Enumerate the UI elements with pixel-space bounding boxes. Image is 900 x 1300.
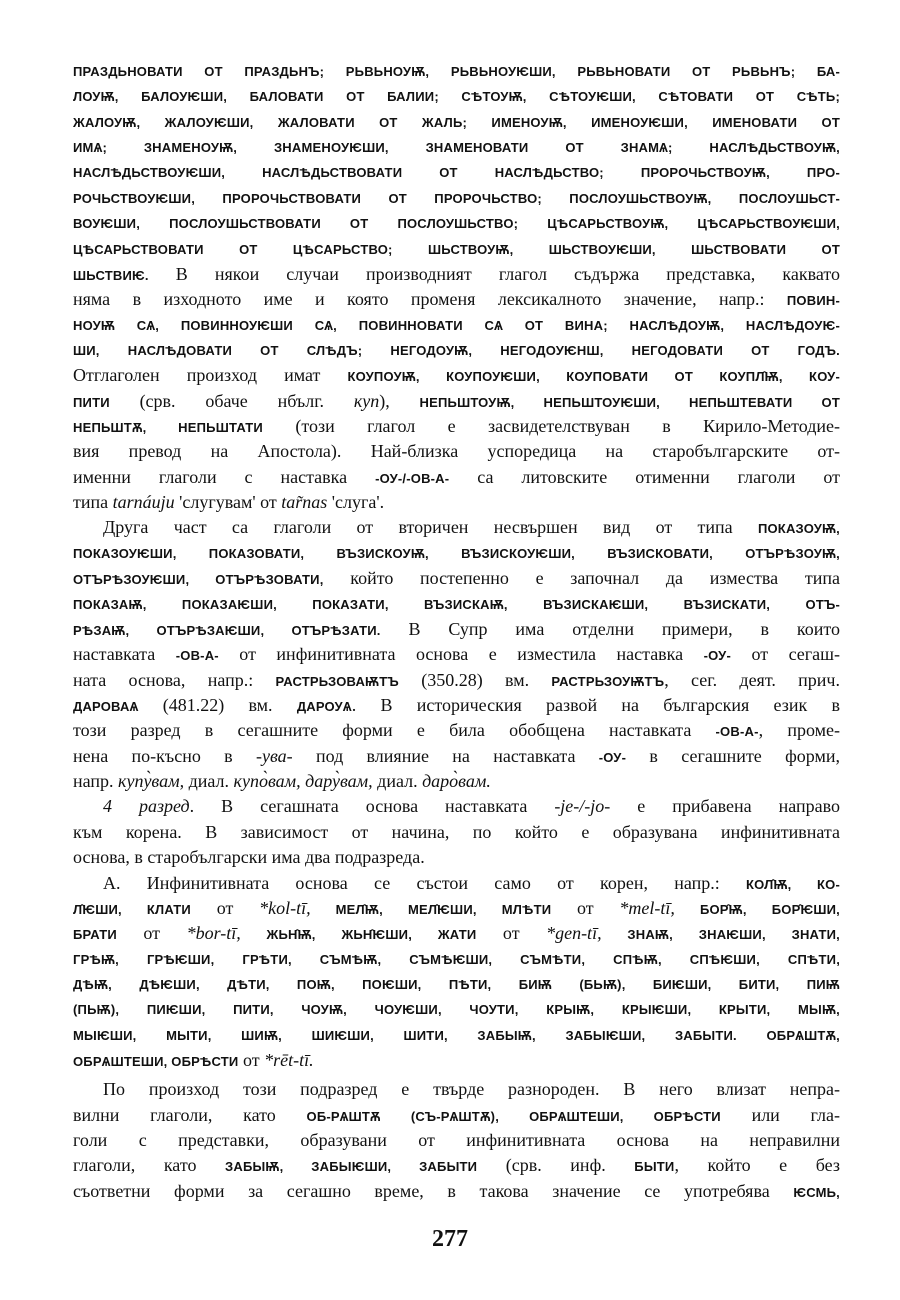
text-line-content — [73, 363, 840, 389]
old-bulgarian-word: -ОУ-/-ОВ-А- — [375, 470, 450, 486]
old-bulgarian-word: ДАРОВАѦ — [73, 698, 139, 714]
italic-text: купо̀вам, дару̀вам, — [233, 771, 373, 792]
text-line-content — [73, 1023, 840, 1048]
text-run: диал. — [372, 771, 423, 792]
text-run: В някои случаи производният глагол съдържа представка, каквато — [148, 263, 840, 284]
text-run: именни глаголи с наставка — [73, 466, 376, 487]
text-run: (срв. инф. — [477, 1155, 635, 1176]
text-run: от — [190, 897, 260, 918]
text-run: (срв. обаче нбълг. — [109, 390, 354, 411]
text-line-content — [73, 1103, 840, 1129]
text-run: ната основа, напр.: — [73, 669, 276, 690]
text-line — [73, 1128, 840, 1153]
text-run: нена по-късно в — [73, 745, 256, 766]
old-bulgarian-word: ИМѦ; ЗНАМЕНОУѬ, ЗНАМЕНОУѤШИ, ЗНАМЕНОВАТИ ОТ ЗНАМѦ; НАСЛѢДЬСТВОУѬ, — [73, 140, 840, 156]
text-run: вия превод на Апостола). Най-близка успоредица на старобългарските от- — [73, 441, 840, 462]
text-line — [73, 718, 840, 743]
text-run: в сегашните форми, — [626, 745, 841, 766]
old-bulgarian-word: РОЧЬСТВОУѤШИ, ПРОРОЧЬСТВОВАТИ ОТ ПРОРОЧЬСТВО; ПОСЛОУШЬСТВОУѬ, ПОСЛОУШЬСТ- — [73, 190, 840, 206]
text-line-content — [103, 515, 840, 541]
old-bulgarian-word: КОЛ̂Ѭ, КО- — [746, 876, 841, 892]
text-run: (този глагол е засвидетелствуван в Кирило-Методие- — [262, 416, 840, 437]
text-run: от — [116, 923, 187, 944]
text-line-content — [73, 465, 840, 491]
text-line-content — [73, 439, 840, 465]
old-bulgarian-word: ПОКАЗАѬ, ПОКАЗАѤШИ, ПОКАЗАТИ, ВЪЗИСКАѬ, ВЪЗИСКАѤШИ, ВЪЗИСКАТИ, ОТЪ- — [73, 596, 840, 612]
text-line-content — [73, 541, 840, 566]
italic-text: куп — [353, 390, 380, 411]
text-line-content — [73, 668, 840, 694]
text-run: под влияние на наставката — [292, 745, 599, 766]
text-run: По произход този подразред е твърде разнороден. В него влизат непра- — [103, 1079, 840, 1100]
text-run: от — [551, 897, 620, 918]
old-bulgarian-word: (ПЬѬ), ПИѤШИ, ПИТИ, ЧОУѬ, ЧОУѤШИ, ЧОУТИ, КРЫѬ, КРЫѤШИ, КРЫТИ, МЫѬ, — [73, 1002, 840, 1018]
text-run: , проме- — [758, 720, 840, 741]
text-line — [73, 693, 840, 718]
old-bulgarian-word: НЕПЬШТѪ, НЕПЬШТАТИ — [73, 420, 263, 436]
text-run: голи с представки, образувани от инфинитивната основа на неправилни — [73, 1130, 840, 1151]
text-line-content — [73, 389, 840, 415]
text-run: съответни форми за сегашно време, в такова значение се употребява — [73, 1180, 794, 1201]
old-bulgarian-word: МЕЛ̂Ѭ, МЕЛ̂ѤШИ, МЛѢТИ — [310, 901, 552, 917]
text-line — [73, 237, 840, 262]
text-line-content — [73, 972, 840, 997]
text-run: ), — [379, 390, 420, 411]
old-bulgarian-word: ЗАБЫѬ, ЗАБЫѤШИ, ЗАБЫТИ — [225, 1159, 478, 1175]
italic-text: 4 разред — [103, 796, 190, 817]
text-line-content — [103, 871, 840, 897]
old-bulgarian-word: ШИ, НАСЛѢДОВАТИ ОТ СЛѢДЪ; НЕГОДОУѬ, НЕГОДОУѤНШ, НЕГОДОВАТИ ОТ ГОДЪ. — [73, 342, 840, 358]
old-bulgarian-word: НОУѬ СѦ, ПОВИННОУѤШИ СѦ, ПОВИННОВАТИ СѦ ОТ ВИНА; НАСЛѢДОУѬ, НАСЛѢДОУѤ- — [73, 317, 840, 333]
text-line — [73, 110, 840, 135]
text-line-content — [73, 313, 840, 338]
italic-text: tar̃nas — [281, 492, 328, 513]
text-line-content — [73, 896, 840, 922]
text-line-content — [73, 566, 840, 592]
text-line — [73, 794, 840, 819]
text-line-content — [73, 135, 840, 160]
text-line-content — [73, 338, 840, 363]
italic-text: -ува- — [255, 745, 293, 766]
old-bulgarian-word: ПОКАЗОУѬ, — [757, 521, 840, 537]
old-bulgarian-word: ПИТИ — [73, 394, 110, 410]
text-line — [73, 59, 840, 84]
text-run: В Супр има отделни примери, в които — [380, 618, 840, 639]
body-text — [73, 59, 840, 1204]
text-run: , сег. деят. прич. — [664, 669, 840, 690]
old-bulgarian-word: НАСЛѢДЬСТВОУѤШИ, НАСЛѢДЬСТВОВАТИ ОТ НАСЛѢДЬСТВО; ПРОРОЧЬСТВОУѬ, ПРО- — [73, 165, 840, 181]
text-run: от — [238, 1050, 265, 1071]
text-line-content — [73, 211, 840, 236]
text-line-content — [73, 287, 840, 313]
old-bulgarian-word: МЫѤШИ, МЫТИ, ШИѬ, ШИѤШИ, ШИТИ, ЗАБЫѬ, ЗАБЫѤШИ, ЗАБЫТИ. ОБРѦШТѪ, — [73, 1027, 840, 1043]
text-run: от сегаш- — [730, 644, 841, 665]
old-bulgarian-word: -ОВ-А- — [715, 724, 759, 740]
text-line — [73, 211, 840, 236]
old-bulgarian-word: БОР̂Ѭ, БОР̂ѤШИ, — [674, 901, 840, 917]
old-bulgarian-word: ѤСМЬ, — [793, 1184, 840, 1200]
text-line-content — [73, 921, 840, 947]
old-bulgarian-word: -ОВ-А- — [175, 648, 219, 664]
text-run: (350.28) вм. — [398, 669, 552, 690]
text-line-content — [73, 592, 840, 617]
text-line-content — [73, 490, 384, 516]
italic-text: tarnáuju — [112, 492, 175, 513]
text-line — [73, 769, 840, 794]
old-bulgarian-word: ОБРѦШТЕШИ, ОБРѢСТИ — [73, 1054, 239, 1070]
old-bulgarian-word: ЗНАѬ, ЗНАѤШИ, ЗНАТИ, — [601, 927, 840, 943]
text-line-content — [73, 414, 840, 440]
text-run: този разред в сегашните форми е била обобщена наставката — [73, 720, 716, 741]
text-run: основа, в старобългарски има два подразреда. — [73, 847, 425, 868]
text-line — [73, 1153, 840, 1178]
old-bulgarian-word: НЕПЬШТОУѬ, НЕПЬШТОУѤШИ, НЕПЬШТЕВАТИ ОТ — [419, 394, 840, 410]
text-line — [73, 566, 840, 591]
old-bulgarian-word: ДѢѬ, ДѢѤШИ, ДѢТИ, ПОѬ, ПОѤШИ, ПѢТИ, БИѬ (БЬѬ), БИѤШИ, БИТИ, ПИѬ — [73, 976, 840, 992]
text-line — [73, 465, 840, 490]
old-bulgarian-word: ШЬСТВИѤ. — [73, 267, 149, 283]
old-bulgarian-word: ЖЬН̂Ѭ, ЖЬН̂ѤШИ, ЖАТИ — [240, 927, 477, 943]
text-line-content — [73, 237, 840, 262]
old-bulgarian-word: -ОУ- — [703, 648, 731, 664]
text-run: от инфинитивната основа е изместила наставка — [218, 644, 704, 665]
text-line — [73, 947, 840, 972]
old-bulgarian-word: ЛОУѬ, БАЛОУѤШИ, БАЛОВАТИ ОТ БАЛИИ; СѢТОУѬ, СѢТОУѤШИ, СѢТОВАТИ ОТ СѢТЬ; — [73, 89, 840, 105]
old-bulgarian-word: ЦѢСАРЬСТВОВАТИ ОТ ЦѢСАРЬСТВО; ШЬСТВОУѬ, ШЬСТВОУѤШИ, ШЬСТВОВАТИ ОТ — [73, 241, 840, 257]
text-line-content — [73, 160, 840, 185]
text-line-content — [103, 794, 840, 820]
text-line-content — [73, 617, 840, 643]
text-line — [73, 1103, 840, 1128]
old-bulgarian-word: ВОУѤШИ, ПОСЛОУШЬСТВОВАТИ ОТ ПОСЛОУШЬСТВО; ЦѢСАРЬСТВОУѬ, ЦѢСАРЬСТВОУѤШИ, — [73, 216, 840, 232]
old-bulgarian-word: -ОУ- — [598, 749, 627, 765]
old-bulgarian-word: БРАТИ — [73, 927, 117, 943]
text-run: А. Инфинитивната основа се състои само от корен, напр.: — [103, 872, 746, 893]
old-bulgarian-word: РАСТРЬЗОВАѬТЪ — [275, 673, 399, 689]
old-bulgarian-word: ЖАЛОУѬ, ЖАЛОУѤШИ, ЖАЛОВАТИ ОТ ЖАЛЬ; ИМЕНОУѬ, ИМЕНОУѤШИ, ИМЕНОВАТИ ОТ — [73, 114, 840, 130]
text-run: Друга част са глаголи от вторичен несвършен вид от типа — [103, 517, 758, 538]
text-run: напр. — [73, 771, 119, 792]
page-number: 277 — [432, 1226, 468, 1252]
text-line-content — [73, 1179, 840, 1205]
text-line-content — [73, 642, 840, 668]
text-run: който постепенно е започнал да измества типа — [323, 568, 841, 589]
text-line-content — [73, 1153, 840, 1179]
text-run: вилни глаголи, като — [73, 1104, 307, 1125]
text-run: или гла- — [720, 1104, 840, 1125]
text-line — [73, 515, 840, 540]
text-line-content — [73, 718, 840, 744]
text-line — [73, 84, 840, 109]
old-bulgarian-word: ГРѢѬ, ГРѢѤШИ, ГРѢТИ, СЪМѢѬ, СЪМѢѤШИ, СЪМѢТИ, СПѢѬ, СПѢѤШИ, СПѢТИ, — [73, 951, 840, 967]
old-bulgarian-word: ОТЪРѢЗОУѤШИ, ОТЪРѢЗОВАТИ, — [73, 572, 324, 588]
old-bulgarian-word: ПРАЗДЬНОВАТИ ОТ ПРАЗДЬНЪ; РЬВЬНОУѬ, РЬВЬНОУѤШИ, РЬВЬНОВАТИ ОТ РЬВЬНЪ; БА- — [73, 64, 840, 79]
italic-text: *bor-tī, — [186, 923, 241, 944]
text-line — [73, 972, 840, 997]
text-run: е прибавена направо — [610, 796, 841, 817]
text-line — [73, 617, 840, 642]
text-line-content — [73, 84, 840, 109]
italic-text: купу̀вам, — [118, 771, 185, 792]
text-line-content — [73, 845, 425, 871]
text-line — [73, 1077, 840, 1102]
text-run: (481.22) вм. — [138, 694, 297, 715]
old-bulgarian-word: Л̂ѤШИ, КЛАТИ — [73, 901, 191, 917]
text-line — [73, 668, 840, 693]
text-line — [73, 997, 840, 1022]
text-line — [73, 1023, 840, 1048]
italic-text: -je-/-jo- — [554, 796, 611, 817]
text-line — [73, 287, 840, 312]
text-line-content — [73, 1048, 314, 1074]
text-line — [73, 845, 840, 870]
text-line-content — [73, 59, 840, 84]
text-line — [73, 490, 840, 515]
text-run: 'слугувам' от — [174, 492, 282, 513]
text-run: са литовските отименни глаголи от — [449, 466, 840, 487]
text-run: . В сегашната основа наставката — [189, 796, 555, 817]
italic-text: *rēt-tī. — [264, 1050, 314, 1071]
text-line — [73, 439, 840, 464]
old-bulgarian-word: РѢЗАѬ, ОТЪРѢЗАѤШИ, ОТЪРѢЗАТИ. — [73, 622, 381, 638]
text-line-content — [73, 947, 840, 972]
text-run: . В историческия развой на българския език в — [351, 694, 840, 715]
text-run: 'слуга'. — [327, 492, 385, 513]
text-line — [73, 186, 840, 211]
text-line-content — [73, 820, 840, 846]
text-run: няма в изходното име и която променя лексикалното значение, напр.: — [73, 289, 787, 310]
text-line — [73, 744, 840, 769]
text-line-content — [73, 262, 840, 288]
italic-text: *kol-tī, — [259, 897, 311, 918]
text-line-content — [73, 693, 840, 719]
text-line — [73, 871, 840, 896]
text-line — [73, 262, 840, 287]
old-bulgarian-word: КОУПОУѬ, КОУПОУѤШИ, КОУПОВАТИ ОТ КОУПЛ̂Ѭ, КОУ- — [347, 369, 840, 385]
old-bulgarian-word: РАСТРЬЗОУѬТЪ — [551, 673, 665, 689]
text-line — [73, 1048, 840, 1073]
old-bulgarian-word: ОБ-РѦШТѪ (СЪ-РѦШТѪ), ОБРѦШТЕШИ, ОБРѢСТИ — [306, 1108, 721, 1124]
text-run: Отглаголен произход имат — [73, 365, 348, 386]
italic-text: *gen-tī, — [546, 923, 602, 944]
text-line-content — [103, 1077, 840, 1103]
text-line — [73, 363, 840, 388]
text-line — [73, 389, 840, 414]
old-bulgarian-word: ПОВИН- — [786, 293, 840, 309]
text-line — [73, 160, 840, 185]
text-run: наставката — [73, 644, 176, 665]
italic-text: *mel-tī, — [619, 897, 675, 918]
text-run: глаголи, като — [73, 1155, 226, 1176]
text-run: , който е без — [674, 1155, 840, 1176]
old-bulgarian-word: ПОКАЗОУѤШИ, ПОКАЗОВАТИ, ВЪЗИСКОУѬ, ВЪЗИСКОУѤШИ, ВЪЗИСКОВАТИ, ОТЪРѢЗОУѬ, — [73, 545, 840, 561]
text-run: диал. — [184, 771, 234, 792]
text-line — [73, 1179, 840, 1204]
text-line — [73, 642, 840, 667]
text-line-content — [73, 769, 491, 795]
text-line-content — [73, 110, 840, 135]
text-line-content — [73, 744, 840, 770]
text-line — [73, 338, 840, 363]
old-bulgarian-word: ДАРОУѦ — [296, 698, 352, 714]
text-line — [73, 541, 840, 566]
text-line-content — [73, 997, 840, 1022]
text-line — [73, 135, 840, 160]
text-run: от — [476, 923, 547, 944]
text-line — [73, 921, 840, 946]
text-line — [73, 414, 840, 439]
text-line — [73, 592, 840, 617]
text-line — [73, 313, 840, 338]
text-run: типа — [73, 492, 113, 513]
text-line — [73, 896, 840, 921]
italic-text: даро̀вам. — [422, 771, 491, 792]
text-line-content — [73, 1128, 840, 1154]
text-run: към корена. В зависимост от начина, по който е образувана инфинитивната — [73, 821, 840, 842]
old-bulgarian-word: БЫТИ — [634, 1159, 675, 1175]
text-line-content — [73, 186, 840, 211]
text-line — [73, 820, 840, 845]
